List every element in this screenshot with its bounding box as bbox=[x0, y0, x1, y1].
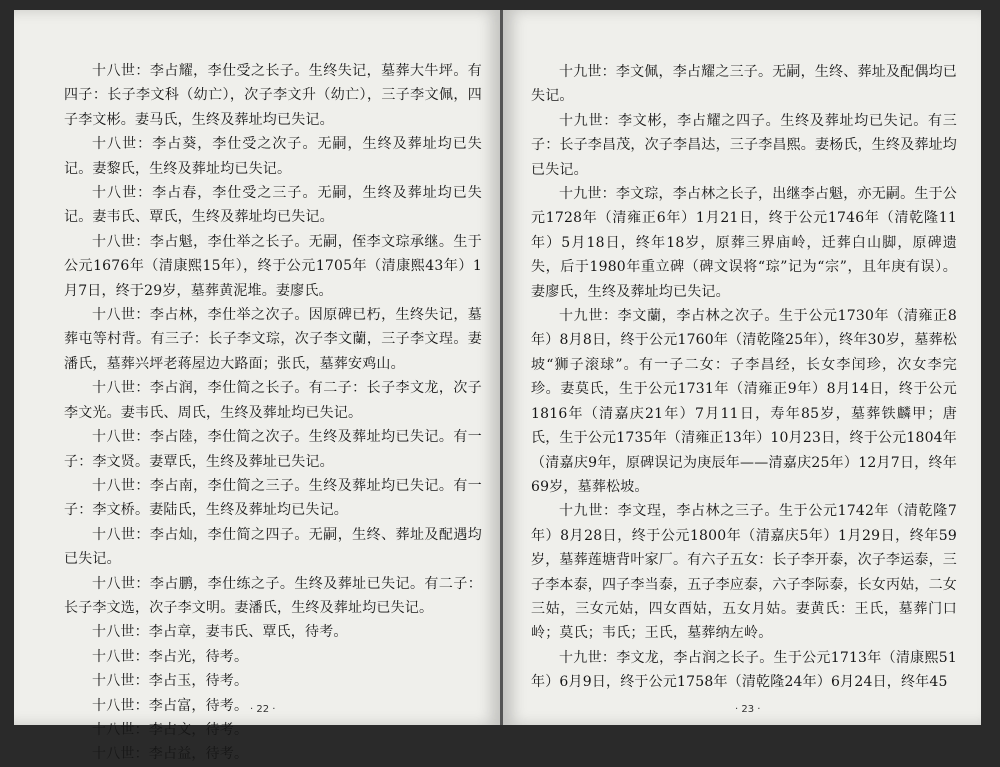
genealogy-entry: 十九世：李文佩，李占耀之三子。无嗣，生终、葬址及配偶均已失记。 bbox=[531, 64, 957, 105]
left-page bbox=[14, 10, 501, 763]
genealogy-entry: 十九世：李文琮，李占林之长子，出继李占魁，亦无嗣。生于公元1728年（清雍正6年）1月21日，终于公元1746年（清乾隆11年）5月18日，终年18岁，原葬三界庙岭，迁葬白山脚，原碑遗失，后于1980年重立碑（碑文误将“琮”记为“宗”，且年庚有误）。妻廖氏，生终及葬址均已失记。 bbox=[531, 186, 957, 300]
genealogy-entry: 十八世：李占玉，待考。 bbox=[92, 673, 249, 690]
genealogy-entry: 十八世：李占章，妻韦氏、覃氏，待考。 bbox=[92, 624, 348, 641]
right-page bbox=[503, 10, 981, 725]
genealogy-entry: 十九世：李文蘭，李占林之次子。生于公元1730年（清雍正8年）8月8日，终于公元1760年（清乾隆25年），终年30岁，墓葬松坡“狮子滚球”。有一子二女：子李昌经，长女李闰珍，次女李完珍。妻莫氏，生于公元1731年（清雍正9年）8月14日，终于公元1816年（清嘉庆21年）7月11日，寿年85岁，墓葬铁麟甲；唐氏，生于公元1735年（清雍正13年）10月23日，终于公元1804年（清嘉庆9年，原碑误记为庚辰年——清嘉庆25年）12月7日，终年69岁，墓葬松坡。 bbox=[531, 308, 957, 495]
genealogy-entry: 十八世：李占富，待考。 bbox=[92, 697, 249, 714]
genealogy-entry: 十八世：李占南，李仕简之三子。生终及葬址均已失记。有一子：李文桥。妻陆氏，生终及葬址均已失记。 bbox=[64, 477, 482, 519]
genealogy-entry: 十八世：李占灿，李仕简之四子。无嗣，生终、葬址及配遇均已失记。 bbox=[64, 526, 482, 568]
genealogy-entry: 十八世：李占光，待考。 bbox=[92, 648, 249, 665]
page-number-left: · 22 · bbox=[250, 704, 276, 715]
genealogy-entry: 十九世：李文珵，李占林之三子。生于公元1742年（清乾隆7年）8月28日，终于公元1800年（清嘉庆5年）1月29日，终年59岁，墓葬莲塘背叶家厂。有六子五女：长子李开泰，次子李运泰，三子李本泰，四子李当泰，五子李应泰，六子李际泰，长女丙姑，二女三姑，三女元姑，四女酉姑，五女月姑。妻黄氏：王氏，墓葬门口岭；莫氏；韦氏；王氏，墓葬纳左岭。 bbox=[531, 503, 957, 642]
genealogy-entry: 十八世：李占魁，李仕举之长子。无嗣，侄李文琮承继。生于公元1676年（清康熙15年），终于公元1705年（清康熙43年）1月7日，终于29岁，墓葬黄泥堆。妻廖氏。 bbox=[64, 233, 482, 299]
left-page-text bbox=[64, 59, 482, 767]
genealogy-entry: 十八世：李占鹏，李仕练之子。生终及葬址已失记。有二子：长子李文选，次子李文明。妻潘氏，生终及葬址均已失记。 bbox=[64, 575, 482, 616]
genealogy-entry: 十八世：李占益，待考。 bbox=[92, 746, 249, 763]
genealogy-entry: 十八世：李占润，李仕简之长子。有二子：长子李文龙，次子李文光。妻韦氏、周氏，生终及葬址均已失记。 bbox=[64, 380, 482, 421]
genealogy-entry: 十九世：李文龙，李占润之长子。生于公元1713年（清康熙51年）6月9日，终于公元1758年（清乾隆24年）6月24日，终年45 bbox=[531, 649, 957, 691]
genealogy-entry: 十八世：李占耀，李仕受之长子。生终失记，墓葬大牛坪。有四子：长子李文科（幼亡），次子李文升（幼亡），三子李文佩，四子李文彬。妻马氏，生终及葬址均已失记。 bbox=[64, 63, 482, 128]
genealogy-entry: 十八世：李占陸，李仕简之次子。生终及葬址均已失记。有一子：李文贤。妻覃氏，生终及葬址已失记。 bbox=[64, 429, 482, 470]
genealogy-entry: 十九世：李文彬，李占耀之四子。生终及葬址均已失记。有三子：长子李昌茂，次子李昌达，三子李昌熙。妻杨氏，生终及葬址均已失记。 bbox=[531, 112, 957, 178]
genealogy-entry: 十八世：李占葵，李仕受之次子。无嗣，生终及葬址均已失记。妻黎氏，生终及葬址均已失记。 bbox=[64, 136, 482, 177]
genealogy-entry: 十八世：李占林，李仕举之次子。因原碑已朽，生终失记，墓葬屯等村背。有三子：长子李文琮，次子李文蘭，三子李文珵。妻潘氏，墓葬兴坪老蒋屋边大路面；张氏，墓葬安鸡山。 bbox=[64, 307, 482, 372]
genealogy-entry: 十八世：李占春，李仕受之三子。无嗣，生终及葬址均已失记。妻韦氏、覃氏，生终及葬址均已失记。 bbox=[64, 185, 482, 226]
right-page-text bbox=[531, 60, 957, 695]
genealogy-entry: 十八世：李占文，待考。 bbox=[92, 721, 249, 738]
page-number-right: · 23 · bbox=[735, 704, 761, 715]
